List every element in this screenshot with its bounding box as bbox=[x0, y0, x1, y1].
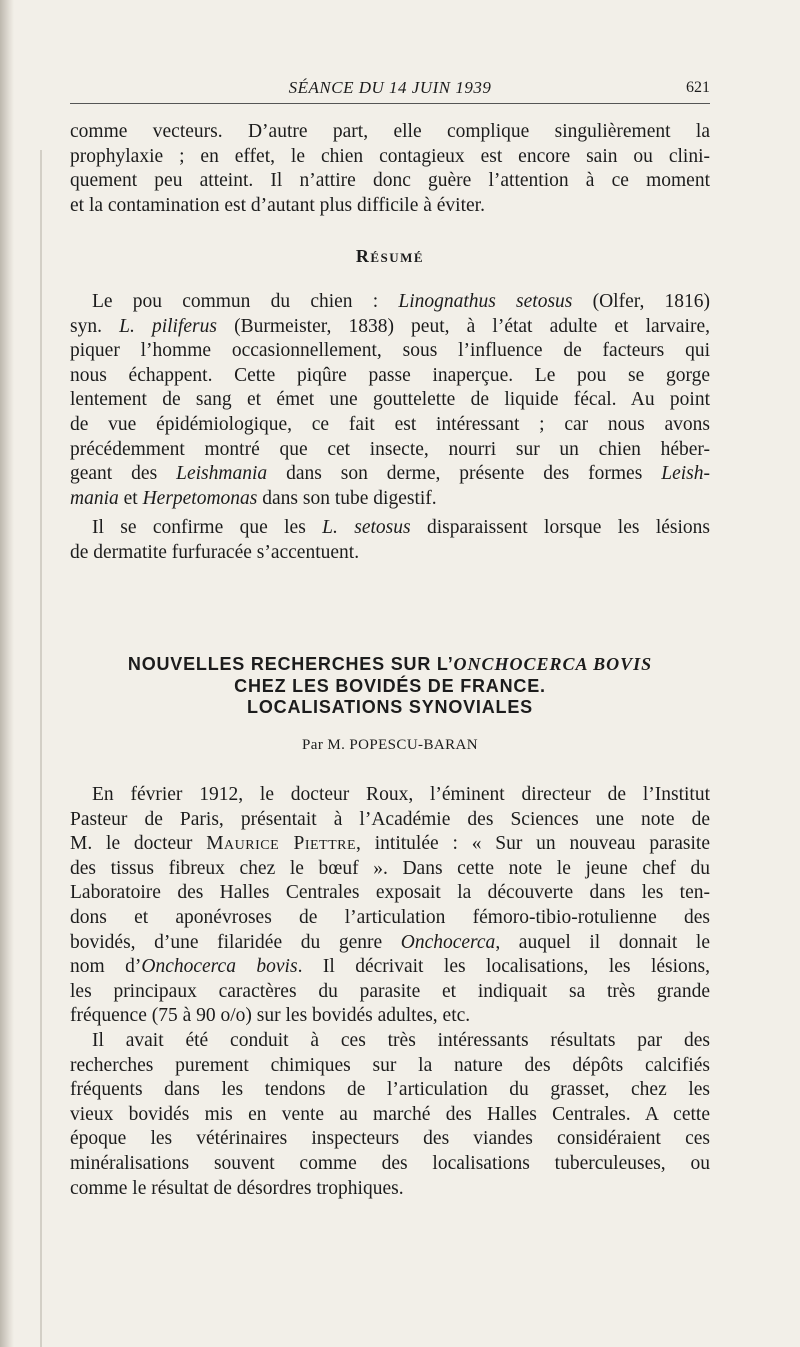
text-line: recherches purement chimiques sur la nature des dépôts calcifiés bbox=[70, 1054, 710, 1076]
running-title: SÉANCE DU 14 JUIN 1939 bbox=[288, 78, 492, 97]
text-line: comme vecteurs. D’autre part, elle complique singulièrement la bbox=[70, 121, 710, 142]
species-name: Onchocerca bovis bbox=[141, 956, 298, 978]
continuation-paragraph bbox=[70, 120, 710, 218]
header-rule bbox=[70, 103, 710, 104]
text-line: syn. L. piliferus (Burmeister, 1838) peut, à l’état adulte et larvaire, bbox=[70, 315, 710, 337]
resume-paragraph-1 bbox=[70, 290, 710, 511]
text-line: nom d’Onchocerca bovis. Il décrivait les localisations, les lésions, bbox=[70, 956, 710, 978]
genus-name: mania bbox=[70, 487, 119, 509]
text-line: geant des Leishmania dans son derme, présente des formes Leish- bbox=[70, 463, 710, 485]
text-line: fréquence (75 à 90 o/o) sur les bovidés adultes, etc. bbox=[70, 1005, 471, 1027]
text-line: En février 1912, le docteur Roux, l’éminent directeur de l’Institut bbox=[92, 784, 710, 805]
resume-paragraph-2 bbox=[70, 516, 710, 565]
species-name: L. piliferus bbox=[119, 315, 217, 337]
resume-heading: Résumé bbox=[355, 246, 425, 266]
title-line: NOUVELLES RECHERCHES SUR L’ONCHOCERCA BOVIS bbox=[127, 654, 653, 674]
text-line: nous échappent. Cette piqûre passe inaperçue. Le pou se gorge bbox=[70, 364, 710, 386]
text-line: minéralisations souvent comme des localisations tuberculeuses, ou bbox=[70, 1152, 710, 1174]
text-line: Laboratoire des Halles Centrales exposait la découverte dans les ten- bbox=[70, 882, 710, 904]
binding-shadow bbox=[0, 0, 14, 1347]
text-line: des tissus fibreux chez le bœuf ». Dans cette note le jeune chef du bbox=[70, 857, 710, 879]
text-line: de vue épidémiologique, ce fait est intéressant ; car nous avons bbox=[70, 413, 710, 435]
text-line: de dermatite furfuracée s’accentuent. bbox=[70, 541, 360, 563]
genus-name: Onchocerca bbox=[400, 931, 496, 953]
text-line: prophylaxie ; en effet, le chien contagieux est encore sain ou clini- bbox=[70, 145, 710, 167]
title-line: CHEZ LES BOVIDÉS DE FRANCE. bbox=[234, 675, 546, 696]
text-line: piquer l’homme occasionnellement, sous l’influence de facteurs qui bbox=[70, 340, 710, 362]
page-number: 621 bbox=[686, 79, 710, 96]
text-line: comme le résultat de désordres trophiques. bbox=[70, 1177, 404, 1199]
text-line: vieux bovidés mis en vente au marché des Halles Centrales. A cette bbox=[70, 1103, 710, 1125]
parasite-name: ONCHOCERCA BOVIS bbox=[453, 654, 653, 674]
species-name: L. setosus bbox=[322, 517, 411, 538]
running-header bbox=[70, 76, 710, 104]
text-line: lentement de sang et émet une gouttelette de liquide fécal. Au point bbox=[70, 389, 710, 411]
text-line: dons et aponévroses de l’articulation fémoro-tibio-rotulienne des bbox=[70, 906, 710, 928]
text-line: quement peu atteint. Il n’attire donc guère l’attention à ce moment bbox=[70, 170, 710, 192]
article-title bbox=[70, 654, 710, 719]
text-line: les principaux caractères du parasite et indiquait sa très grande bbox=[70, 980, 710, 1002]
text-line: bovidés, d’une filaridée du genre Onchocerca, auquel il donnait le bbox=[70, 931, 710, 953]
text-line: fréquents dans les tendons de l’articulation du grasset, chez les bbox=[70, 1079, 710, 1101]
text-line: M. le docteur Maurice Piettre, intitulée : « Sur un nouveau parasite bbox=[70, 833, 710, 855]
author-byline: Par M. POPESCU-BARAN bbox=[302, 737, 478, 753]
text-line: Il se confirme que les L. setosus disparaissent lorsque les lésions bbox=[92, 517, 710, 538]
text-line: Le pou commun du chien : Linognathus setosus (Olfer, 1816) bbox=[92, 291, 711, 312]
text-line: époque les vétérinaires inspecteurs des viandes considéraient ces bbox=[70, 1128, 710, 1150]
genus-name: Herpetomonas bbox=[142, 487, 258, 509]
text-line: Il avait été conduit à ces très intéressants résultats par des bbox=[92, 1030, 710, 1051]
person-name: Maurice Piettre bbox=[206, 833, 357, 855]
title-line: LOCALISATIONS SYNOVIALES bbox=[247, 697, 533, 717]
text-line: précédemment montré que cet insecte, nourri sur un chien héber- bbox=[70, 438, 710, 460]
article-paragraph-2 bbox=[70, 1029, 710, 1201]
species-name: Linognathus setosus bbox=[398, 291, 573, 312]
text-line: Pasteur de Paris, présentait à l’Académie des Sciences une note de bbox=[70, 808, 710, 830]
article-paragraph-1 bbox=[70, 783, 710, 1029]
genus-name: Leish- bbox=[661, 463, 710, 485]
genus-name: Leishmania bbox=[176, 463, 268, 485]
text-line: mania et Herpetomonas dans son tube digestif. bbox=[70, 487, 437, 509]
binding-crease bbox=[40, 150, 42, 1347]
text-line: et la contamination est d’autant plus difficile à éviter. bbox=[70, 194, 485, 216]
